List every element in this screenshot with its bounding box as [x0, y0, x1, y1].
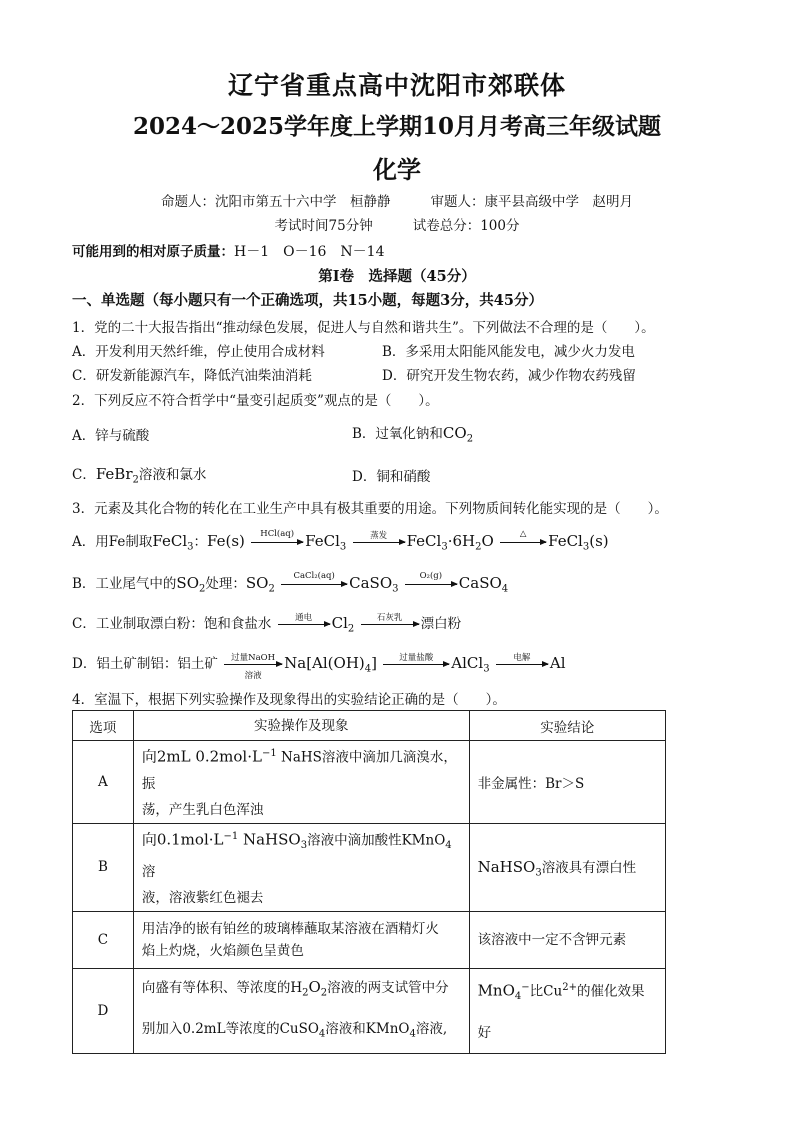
row-label: D: [73, 968, 134, 1053]
reaction-arrow: 电解: [496, 664, 548, 665]
header-conclusion: 实验结论: [469, 711, 665, 741]
subject-title: 化学: [373, 155, 421, 184]
reaction-arrow: 过量盐酸: [383, 664, 449, 665]
atomic-mass-label: 可能用到的相对原子质量：: [72, 244, 234, 260]
q3-option-d: D．铝土矿制铝：铝土矿 过量NaOH 溶液 $Na[Al(OH)_4]$ 过量盐酸 AlCl$_3$ 电解 Al: [72, 653, 566, 681]
row-operation: 用洁净的嵌有铂丝的玻璃棒蘸取某溶液在酒精灯火 焰上灼烧，火焰颜色呈黄色: [133, 911, 469, 968]
atomic-mass-values: H－1 O－16 N－14: [234, 244, 385, 260]
reaction-arrow: △: [500, 542, 546, 543]
header-operation: 实验操作及现象: [133, 711, 469, 741]
q2-option-a: A．锌与硫酸: [72, 428, 150, 444]
q1-option-b: B．多采用太阳能风能发电，减少火力发电: [382, 344, 635, 360]
experiment-table: [72, 710, 666, 1054]
total-score: 试卷总分：100分: [412, 218, 520, 234]
reaction-arrow: CaCl₂(aq): [281, 584, 347, 585]
table-row: [73, 911, 666, 968]
exam-time: 考试时间75分钟: [274, 218, 373, 234]
exam-title: 2024～2025学年度上学期10月月考高三年级试题: [132, 113, 662, 140]
q1-option-c: C．研发新能源汽车，降低汽油柴油消耗: [72, 368, 312, 384]
table-header-row: [73, 711, 666, 741]
reaction-arrow: 石灰乳: [361, 624, 419, 625]
q2-option-c: C．FeBr$_2$溶液和氯水: [72, 465, 207, 486]
part-title: 一、单选题（每小题只有一个正确选项，共15小题，每题3分，共45分）: [72, 292, 543, 309]
row-operation: 向盛有等体积、等浓度的$H_2O_2$溶液的两支试管中分 别加入0.2mL等浓度的CuSO$_4$溶液和KMnO$_4$溶液,: [133, 968, 469, 1053]
school-title: 辽宁省重点高中沈阳市郊联体: [227, 71, 566, 100]
q4-stem: 4．室温下，根据下列实验操作及现象得出的实验结论正确的是（ ）。: [72, 692, 506, 708]
header-option: 选项: [73, 711, 134, 741]
reviewer: 审题人：康平县高级中学 赵明月: [430, 194, 633, 210]
row-operation: 向2mL $0.2mol\cdot L^{-1}$ NaHS溶液中滴加几滴溴水，振 荡，产生乳白色浑浊: [133, 741, 469, 824]
q1-stem: 1．党的二十大报告指出“推动绿色发展，促进人与自然和谐共生”。下列做法不合理的是（ ）。: [72, 320, 655, 336]
section-title: 第Ⅰ卷 选择题（45分）: [318, 268, 476, 285]
row-label: B: [73, 823, 134, 911]
table-row: [73, 741, 666, 824]
q3-option-b: B．工业尾气中的$SO_2$处理：$SO_2$ CaCl₂(aq) CaSO$_3$ O₂(g) CaSO$_4$: [72, 571, 509, 595]
row-conclusion: 非金属性：Br＞S: [469, 741, 665, 824]
table-row: [73, 823, 666, 911]
q1-option-a: A．开发利用天然纤维，停止使用合成材料: [72, 344, 325, 360]
row-conclusion: NaHSO$_3$溶液具有漂白性: [469, 823, 665, 911]
atomic-mass-line: [72, 240, 384, 261]
setter: 命题人：沈阳市第五十六中学 桓静静: [161, 194, 391, 210]
row-label: C: [73, 911, 134, 968]
q2-option-b: B．过氧化钠和$CO_2$: [352, 424, 474, 445]
reaction-arrow: 蒸发: [353, 542, 405, 543]
table-row: [73, 968, 666, 1053]
q3-stem: 3．元素及其化合物的转化在工业生产中具有极其重要的用途。下列物质间转化能实现的是（ ）。: [72, 501, 668, 517]
exam-info-line: [0, 214, 794, 234]
reaction-arrow: 过量NaOH 溶液: [224, 664, 282, 665]
reaction-arrow: 通电: [278, 624, 330, 625]
row-conclusion: 该溶液中一定不含钾元素: [469, 911, 665, 968]
q2-option-d: D．铜和硝酸: [352, 469, 431, 485]
reaction-arrow: HCl(aq): [251, 542, 303, 543]
q1-option-d: D．研究开发生物农药，减少作物农药残留: [382, 368, 636, 384]
reaction-arrow: O₂(g): [405, 584, 457, 585]
q3-option-c: C．工业制取漂白粉：饱和食盐水 通电 $Cl_2$ 石灰乳 漂白粉: [72, 613, 462, 635]
authors-line: [0, 190, 794, 210]
row-conclusion: MnO$_4$−比$Cu^{2+}$的催化效果好: [469, 968, 665, 1053]
row-operation: 向$0.1mol\cdot L^{-1}$ NaHSO$_3$溶液中滴加酸性KMnO$_4$溶 液，溶液紫红色褪去: [133, 823, 469, 911]
q2-stem: 2．下列反应不符合哲学中“量变引起质变”观点的是（ ）。: [72, 393, 439, 409]
row-label: A: [73, 741, 134, 824]
q3-option-a: A．用Fe制取FeCl$_3$：Fe(s) HCl(aq) FeCl$_3$ 蒸发 $FeCl_3\cdot 6H_2O$ △ FeCl$_3$(s): [72, 529, 609, 553]
